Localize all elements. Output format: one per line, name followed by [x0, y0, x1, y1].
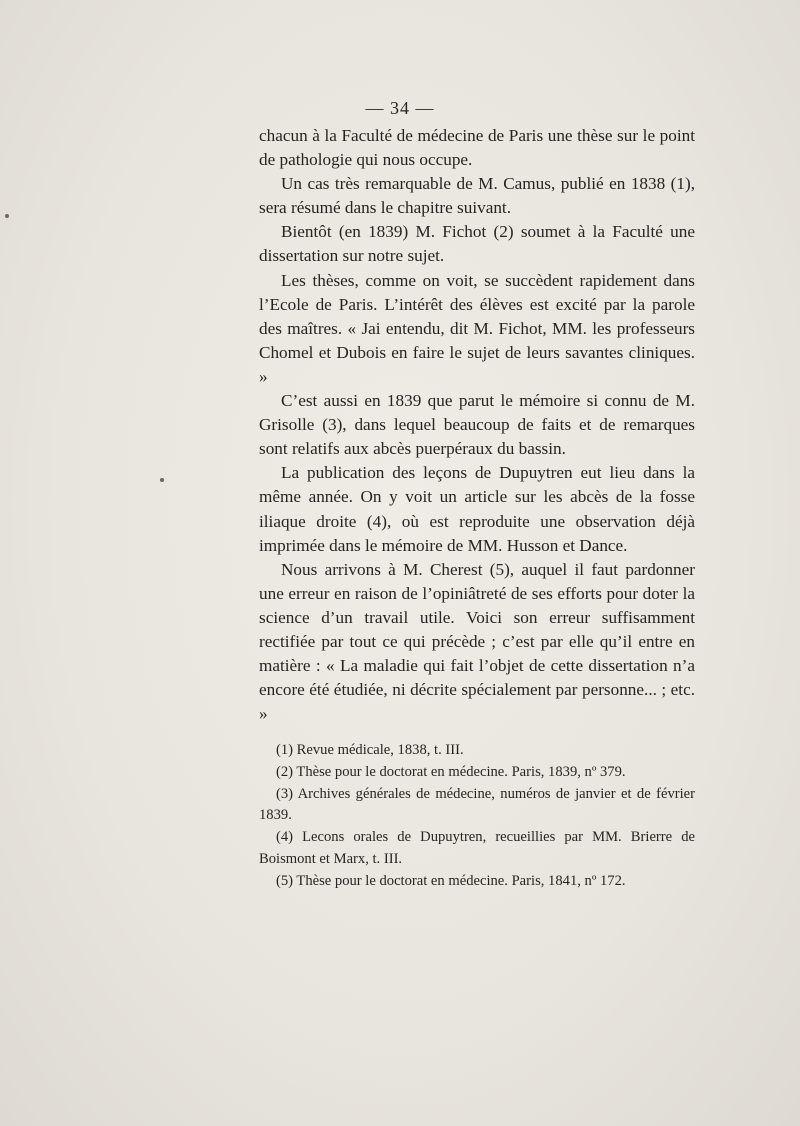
- margin-speck: [160, 478, 164, 482]
- paragraph: C’est aussi en 1839 que parut le mémoire si connu de M. Grisolle (3), dans lequel beaucoup de faits et de remarques sont relatifs aux abcès puerpéraux du bassin.: [259, 391, 695, 459]
- footnotes: [259, 740, 695, 893]
- body-text: [259, 124, 695, 726]
- footnote: (2) Thèse pour le doctorat en médecine. Paris, 1839, nº 379.: [276, 763, 626, 780]
- footnote: (1) Revue médicale, 1838, t. III.: [276, 742, 464, 758]
- footnote: (5) Thèse pour le doctorat en médecine. Paris, 1841, nº 172.: [276, 872, 626, 889]
- paragraph: Les thèses, comme on voit, se succèdent rapidement dans l’Ecole de Paris. L’intérêt des élèves est excité par la parole des maîtres. « Jai entendu, dit M. Fichot, MM. les professeurs Chomel et Dubois en faire le sujet de leurs savantes cliniques. »: [259, 270, 695, 386]
- paragraph: Nous arrivons à M. Cherest (5), auquel il faut pardonner une erreur en raison de l’opiniâtreté de ses efforts pour doter la science d’un travail utile. Voici son erreur suffisamment rectifiée par tout ce qui précède ; c’est par elle qu’il entre en matière : « La maladie qui fait l’objet de cette dissertation n’a encore été étudiée, ni décrite spécialement par personne... ; etc. »: [259, 559, 695, 724]
- footnote: (3) Archives générales de médecine, numéros de janvier et de février 1839.: [259, 785, 695, 824]
- footnote: (4) Lecons orales de Dupuytren, recueillies par MM. Brierre de Boismont et Marx, t. III.: [259, 829, 695, 867]
- paragraph: chacun à la Faculté de médecine de Paris une thèse sur le point de pathologie qui nous occupe.: [259, 126, 695, 170]
- paragraph: Un cas très remarquable de M. Camus, publié en 1838 (1), sera résumé dans le chapitre suivant.: [259, 174, 695, 218]
- paragraph: Bientôt (en 1839) M. Fichot (2) soumet à la Faculté une dissertation sur notre sujet.: [259, 222, 695, 266]
- margin-speck: [5, 214, 9, 218]
- page-number: — 34 —: [365, 98, 435, 118]
- paragraph: La publication des leçons de Dupuytren eut lieu dans la même année. On y voit un article sur les abcès de la fosse iliaque droite (4), où est reproduite une observation déjà imprimée dans le mémoire de MM. Husson et Dance.: [259, 463, 695, 555]
